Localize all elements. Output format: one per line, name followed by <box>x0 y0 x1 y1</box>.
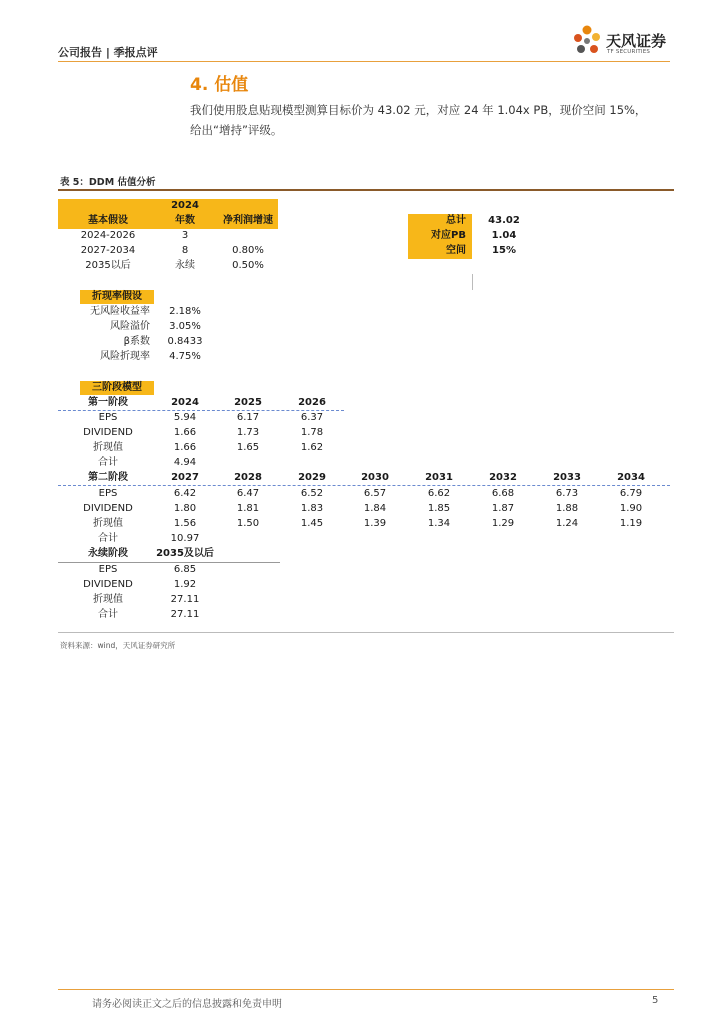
stage3-label: 永续阶段 <box>88 548 128 559</box>
page-number: 5 <box>652 995 659 1006</box>
stage2-year-6: 2033 <box>553 472 581 483</box>
discount-row-0-label: 无风险收益率 <box>90 306 150 317</box>
discount-row-1-value: 3.05% <box>169 321 201 332</box>
stage2-row-2-label: 折现值 <box>93 518 123 529</box>
stage2-label: 第二阶段 <box>88 472 128 483</box>
stage3-row-2-label: 折现值 <box>93 594 123 605</box>
basic-row-0-label: 2024-2026 <box>80 230 136 241</box>
stage2-year-7: 2034 <box>617 472 645 483</box>
basic-row-0-years: 3 <box>181 230 189 241</box>
stage2-row-2-c7: 1.24 <box>555 518 579 529</box>
stage2-row-1-c3: 1.83 <box>300 503 324 514</box>
summary-value-total: 43.02 <box>488 215 520 226</box>
logo-text: 天风证券 <box>606 32 667 50</box>
stage2-row-2-c8: 1.19 <box>619 518 643 529</box>
summary-border-mark <box>472 274 473 290</box>
stage2-total-label: 合计 <box>98 533 118 544</box>
header-divider <box>58 61 670 62</box>
footer-disclaimer: 请务必阅读正文之后的信息披露和免责申明 <box>92 999 282 1010</box>
stage2-row-1-c7: 1.88 <box>555 503 579 514</box>
section-paragraph-line1: 我们使用股息贴现模型测算目标价为 43.02 元，对应 24 年 1.04x PB，现价空间 15%， <box>190 103 647 117</box>
basic-row-1-growth: 0.80% <box>232 245 264 256</box>
summary-label-pb: 对应PB <box>431 230 466 241</box>
model-title: 三阶段模型 <box>92 382 142 393</box>
stage2-year-2: 2029 <box>298 472 326 483</box>
discount-title: 折现率假设 <box>92 291 142 302</box>
stage2-total: 10.97 <box>170 533 200 544</box>
stage1-row-0-c2: 6.17 <box>236 412 260 423</box>
stage1-total: 4.94 <box>173 457 197 468</box>
summary-label-upside: 空间 <box>446 245 466 256</box>
stage2-row-0-label: EPS <box>98 488 118 499</box>
basic-h1: 基本假设 <box>88 215 128 226</box>
stage3-row-0-label: EPS <box>98 564 118 575</box>
stage2-row-1-c6: 1.87 <box>491 503 515 514</box>
table-bottom-rule <box>58 632 674 633</box>
stage2-row-0-c1: 6.42 <box>173 488 197 499</box>
stage2-row-0-c4: 6.57 <box>363 488 387 499</box>
discount-row-3-label: 风险折现率 <box>100 351 150 362</box>
stage3-row-1-value: 1.92 <box>173 579 197 590</box>
discount-row-0-value: 2.18% <box>169 306 201 317</box>
stage2-row-0-c5: 6.62 <box>427 488 451 499</box>
stage2-year-3: 2030 <box>361 472 389 483</box>
stage2-row-2-c2: 1.50 <box>236 518 260 529</box>
basic-head-year: 2024 <box>171 200 199 211</box>
stage3-row-2-value: 27.11 <box>170 594 200 605</box>
stage2-row-2-c3: 1.45 <box>300 518 324 529</box>
stage1-row-1-c2: 1.73 <box>236 427 260 438</box>
table-top-rule <box>58 189 674 191</box>
header-report-type: 公司报告 | 季报点评 <box>58 46 158 59</box>
basic-h2: 年数 <box>175 215 195 226</box>
stage1-year-2: 2026 <box>298 397 326 408</box>
stage2-divider <box>58 485 670 486</box>
stage1-year-1: 2025 <box>234 397 262 408</box>
summary-value-upside: 15% <box>492 245 516 256</box>
basic-row-2-growth: 0.50% <box>232 260 264 271</box>
stage1-row-1-c1: 1.66 <box>173 427 197 438</box>
stage1-row-2-c1: 1.66 <box>173 442 197 453</box>
stage1-row-2-c2: 1.65 <box>236 442 260 453</box>
discount-row-2-value: 0.8433 <box>167 336 203 347</box>
discount-row-1-label: 风险溢价 <box>110 321 150 332</box>
basic-h3: 净利润增速 <box>223 215 273 226</box>
footer-divider <box>58 989 674 990</box>
section-paragraph-line2: 给出“增持”评级。 <box>190 123 283 137</box>
stage1-year-0: 2024 <box>171 397 199 408</box>
stage2-row-0-c3: 6.52 <box>300 488 324 499</box>
stage1-row-0-label: EPS <box>98 412 118 423</box>
logo-flower-icon <box>570 22 606 60</box>
stage1-row-0-c1: 5.94 <box>173 412 197 423</box>
stage3-row-3-value: 27.11 <box>170 609 200 620</box>
basic-row-1-label: 2027-2034 <box>80 245 136 256</box>
table-source: 资料来源：wind，天风证券研究所 <box>60 641 176 650</box>
basic-row-1-years: 8 <box>181 245 189 256</box>
stage2-row-1-c1: 1.80 <box>173 503 197 514</box>
summary-label-total: 总计 <box>446 215 466 226</box>
summary-value-pb: 1.04 <box>491 230 517 241</box>
stage1-row-1-label: DIVIDEND <box>83 427 133 438</box>
stage3-row-1-label: DIVIDEND <box>83 579 133 590</box>
discount-row-3-value: 4.75% <box>169 351 201 362</box>
basic-row-2-years: 永续 <box>175 260 195 271</box>
stage2-row-1-c5: 1.85 <box>427 503 451 514</box>
stage2-year-0: 2027 <box>171 472 199 483</box>
stage1-label: 第一阶段 <box>88 397 128 408</box>
stage2-row-2-c1: 1.56 <box>173 518 197 529</box>
discount-row-2-label: β系数 <box>123 336 150 347</box>
stage1-total-label: 合计 <box>98 457 118 468</box>
stage2-year-5: 2032 <box>489 472 517 483</box>
basic-row-2-label: 2035以后 <box>85 260 131 271</box>
stage2-row-1-c2: 1.81 <box>236 503 260 514</box>
stage1-row-2-label: 折现值 <box>93 442 123 453</box>
stage2-row-0-c2: 6.47 <box>236 488 260 499</box>
stage2-row-2-c5: 1.34 <box>427 518 451 529</box>
stage1-row-2-c3: 1.62 <box>300 442 324 453</box>
stage2-row-1-label: DIVIDEND <box>83 503 133 514</box>
stage3-year: 2035及以后 <box>156 548 214 559</box>
stage2-year-4: 2031 <box>425 472 453 483</box>
stage2-year-1: 2028 <box>234 472 262 483</box>
stage2-row-2-c6: 1.29 <box>491 518 515 529</box>
stage2-row-1-c8: 1.90 <box>619 503 643 514</box>
stage2-row-0-c8: 6.79 <box>619 488 643 499</box>
stage2-row-0-c7: 6.73 <box>555 488 579 499</box>
stage2-row-0-c6: 6.68 <box>491 488 515 499</box>
table-title: 表 5：DDM 估值分析 <box>60 177 156 188</box>
stage2-row-1-c4: 1.84 <box>363 503 387 514</box>
stage1-row-1-c3: 1.78 <box>300 427 324 438</box>
section-title: 4. 估值 <box>190 75 249 95</box>
logo-subtext: TF SECURITIES <box>607 49 651 55</box>
stage3-row-0-value: 6.85 <box>173 564 197 575</box>
stage2-row-2-c4: 1.39 <box>363 518 387 529</box>
stage3-row-3-label: 合计 <box>98 609 118 620</box>
stage1-row-0-c3: 6.37 <box>300 412 324 423</box>
